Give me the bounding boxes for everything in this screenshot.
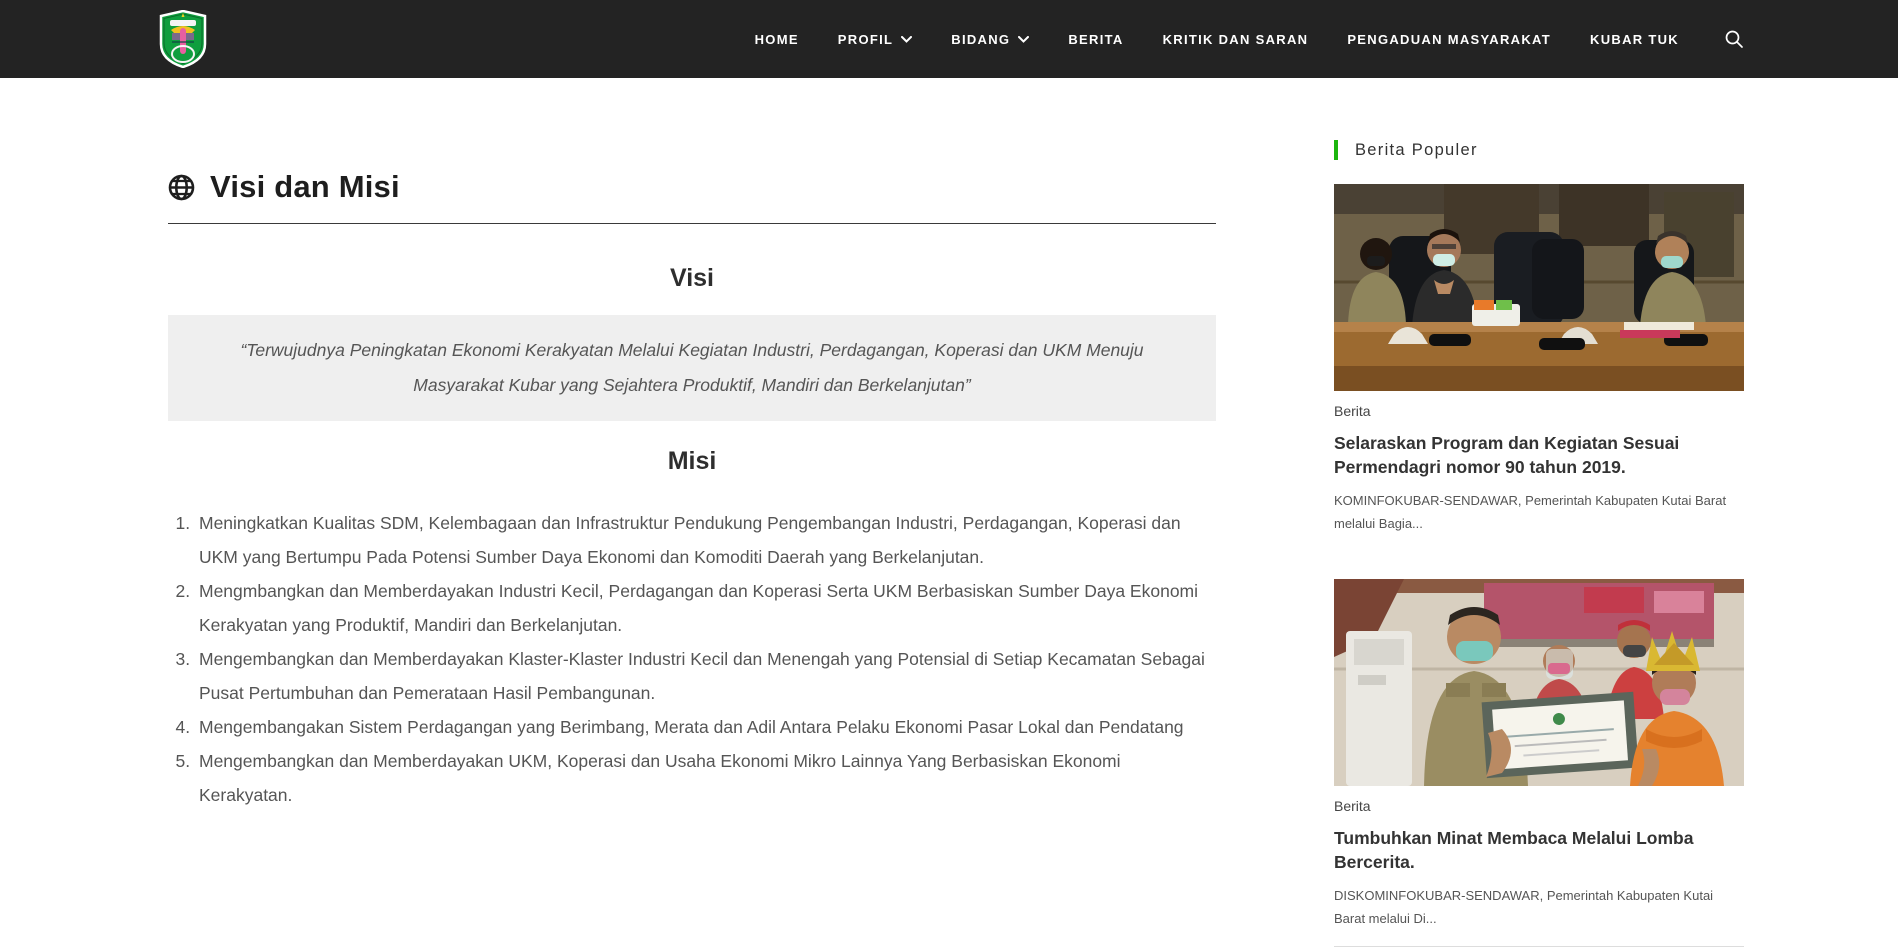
chevron-down-icon [901, 36, 912, 43]
site-header [0, 0, 1898, 78]
post-card [1334, 184, 1744, 535]
nav-label: BIDANG [951, 31, 1011, 47]
nav-label: PENGADUAN MASYARAKAT [1347, 31, 1552, 47]
news-photo-award-ceremony[interactable] [1334, 579, 1744, 786]
news-photo-meeting-room[interactable] [1334, 184, 1744, 391]
widget-title: Berita Populer [1355, 140, 1478, 159]
visi-heading: Visi [669, 264, 715, 292]
nav-item-home[interactable] [755, 32, 799, 47]
sidebar-divider [1334, 946, 1744, 947]
nav-label: BERITA [1068, 31, 1124, 47]
site-logo[interactable] [158, 9, 208, 69]
main-nav [755, 29, 1744, 49]
misi-heading: Misi [667, 447, 717, 475]
nav-label: KUBAR TUK [1590, 31, 1679, 47]
nav-label: PROFIL [837, 31, 894, 47]
globe-icon [168, 174, 195, 201]
nav-label: HOME [754, 31, 799, 47]
search-icon[interactable] [1724, 29, 1744, 49]
post-excerpt: DISKOMINFOKUBAR-SENDAWAR, Pemerintah Kabupaten Kutai Barat melalui Di... [1334, 888, 1714, 926]
accent-bar [1334, 140, 1338, 160]
nav-item-pengaduan-masyarakat[interactable] [1347, 32, 1551, 47]
article-column [168, 78, 1216, 947]
title-divider [168, 223, 1216, 224]
misi-item: 5. Mengembangkan dan Memberdayakan UKM, Koperasi dan Usaha Ekonomi Mikro Lainnya Yang Berbasiskan Ekonomi Kerakyatan. [195, 744, 1216, 812]
visi-quote: “Terwujudnya Peningkatan Ekonomi Kerakyatan Melalui Kegiatan Industri, Perdagangan, Koperasi dan UKM Menuju Masyarakat Kubar yang Sejahtera Produktif, Mandiri dan Berkelanjutan” [168, 315, 1216, 421]
misi-item: 4. Mengembangakan Sistem Perdagangan yang Berimbang, Merata dan Adil Antara Pelaku Ekonomi Pasar Lokal dan Pendatang [195, 710, 1216, 744]
post-category: Berita [1334, 403, 1371, 419]
nav-item-bidang[interactable] [951, 32, 1029, 47]
kutai-barat-crest-icon [158, 10, 208, 68]
post-category: Berita [1334, 798, 1371, 814]
post-card [1334, 579, 1744, 930]
misi-item: 1. Meningkatkan Kualitas SDM, Kelembagaan dan Infrastruktur Pendukung Pengembangan Industri, Perdagangan, Koperasi dan UKM yang Bertumpu Pada Potensi Sumber Daya Ekonomi dan Komoditi Daerah yang Berkelanjutan. [195, 506, 1216, 574]
chevron-down-icon [1018, 36, 1029, 43]
misi-list [168, 506, 1216, 812]
nav-item-berita[interactable] [1068, 32, 1123, 47]
page-title: Visi dan Misi [210, 169, 400, 204]
nav-item-kubar-tuk[interactable] [1590, 32, 1679, 47]
nav-item-kritik-dan-saran[interactable] [1163, 32, 1309, 47]
misi-item: 2. Mengmbangkan dan Memberdayakan Industri Kecil, Perdagangan dan Koperasi Serta UKM Berbasiskan Sumber Daya Ekonomi Kerakyatan yang Produktif, Mandiri dan Berkelanjutan. [195, 574, 1216, 642]
page-body [0, 78, 1898, 947]
post-title-link[interactable]: Selaraskan Program dan Kegiatan Sesuai Permendagri nomor 90 tahun 2019. [1334, 433, 1680, 477]
nav-item-profil[interactable] [838, 32, 912, 47]
page-title-row [168, 169, 1216, 205]
sidebar [1334, 78, 1744, 947]
post-title-link[interactable]: Tumbuhkan Minat Membaca Melalui Lomba Bercerita. [1334, 828, 1694, 872]
berita-populer-header [1334, 140, 1744, 160]
post-excerpt: KOMINFOKUBAR-SENDAWAR, Pemerintah Kabupaten Kutai Barat melalui Bagia... [1334, 493, 1727, 531]
misi-item: 3. Mengembangkan dan Memberdayakan Klaster-Klaster Industri Kecil dan Menengah yang Potensial di Setiap Kecamatan Sebagai Pusat Pertumbuhan dan Pemerataan Hasil Pembangunan. [195, 642, 1216, 710]
nav-label: KRITIK DAN SARAN [1162, 31, 1309, 47]
